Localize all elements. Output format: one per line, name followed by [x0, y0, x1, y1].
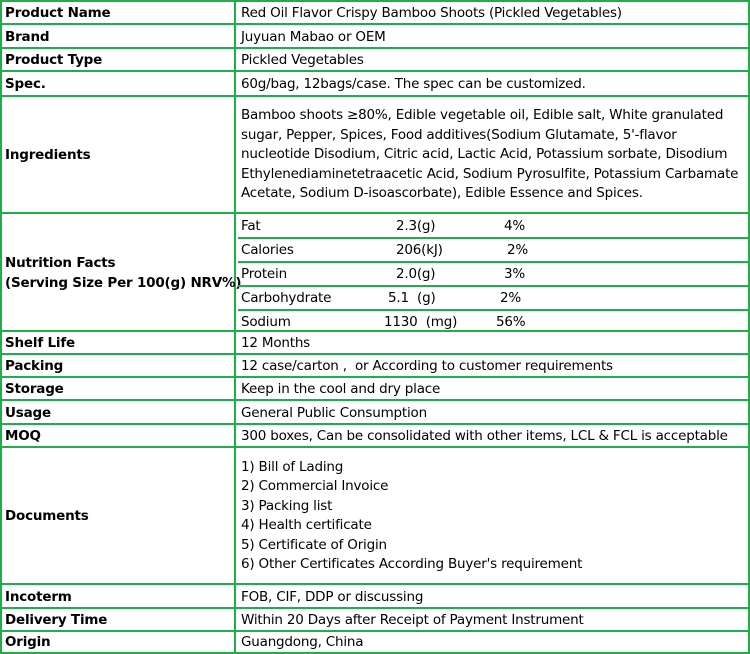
row-value: 60g/bag, 12bags/case. The spec can be customized. [241, 76, 586, 92]
row-spec [0, 70, 750, 96]
ingredients-line: Acetate, Sodium D-isoascorbate), Edible Essence and Spices. [241, 185, 643, 202]
document-item: 1) Bill of Lading [241, 458, 344, 475]
row-label: Usage [2, 401, 236, 424]
document-item: 2) Commercial Invoice [241, 478, 389, 494]
ingredients-line: Ethylenediaminetetraacetic Acid, Sodium Pyrosulfite, Potassium Carbamate [241, 165, 739, 182]
row-documents [0, 446, 750, 584]
row-label: Packing [2, 355, 236, 377]
nutrition-label-subtitle: (Serving Size Per 100(g) NRV%) [5, 274, 242, 291]
nutrient-amount: 2.0(g) [396, 266, 436, 282]
nutrition-row-protein [238, 261, 748, 285]
row-origin [0, 630, 750, 654]
nutrition-row-fat [238, 214, 748, 237]
nutrition-label-title: Nutrition Facts [5, 254, 116, 271]
row-incoterm [0, 583, 750, 608]
nutrient-name: Sodium [241, 314, 291, 330]
row-value: Within 20 Days after Receipt of Payment Instrument [241, 612, 584, 628]
row-value: Red Oil Flavor Crispy Bamboo Shoots (Pickled Vegetables) [241, 5, 622, 21]
row-label: Product Type [2, 49, 236, 71]
row-brand [0, 23, 750, 48]
document-item: 5) Certificate of Origin [241, 536, 387, 553]
nutrition-row-calories [238, 237, 748, 261]
nutrient-nrv: 4% [504, 217, 526, 234]
nutrient-nrv: 3% [504, 266, 526, 282]
row-label: MOQ [2, 425, 236, 447]
nutrient-amount: 1130 (mg) [384, 314, 458, 330]
row-value: FOB, CIF, DDP or discussing [241, 588, 424, 605]
nutrient-nrv: 56% [496, 314, 526, 330]
row-label: Product Name [2, 2, 236, 24]
row-moq [0, 423, 750, 447]
ingredients-text [238, 97, 748, 213]
nutrient-name: Fat [241, 217, 261, 234]
row-label: Spec. [2, 72, 236, 96]
row-product-name [0, 0, 750, 24]
nutrient-amount: 5.1 (g) [388, 290, 436, 306]
nutrient-name: Protein [241, 266, 287, 282]
row-ingredients [0, 95, 750, 213]
documents-list [238, 448, 748, 584]
row-value: Guangdong, China [241, 634, 364, 650]
document-item: 6) Other Certificates According Buyer's requirement [241, 556, 583, 572]
row-value: Juyuan Mabao or OEM [241, 28, 386, 45]
row-label: Shelf Life [2, 332, 236, 354]
ingredients-line: nucleotide Disodium, Citric acid, Lactic Acid, Potassium sorbate, Disodium [241, 146, 728, 163]
document-item: 3) Packing list [241, 497, 333, 514]
row-label: Origin [2, 632, 236, 652]
row-product-type [0, 47, 750, 71]
row-value: 300 boxes, Can be consolidated with other items, LCL & FCL is acceptable [241, 428, 728, 444]
row-label: Ingredients [2, 97, 236, 213]
nutrition-row-carbohydrate [238, 285, 748, 309]
row-storage [0, 376, 750, 400]
row-label: Brand [2, 25, 236, 48]
row-delivery-time [0, 607, 750, 631]
nutrient-amount: 206(kJ) [396, 242, 443, 258]
row-label: Incoterm [2, 585, 236, 608]
row-nutrition-facts [0, 212, 750, 331]
nutrition-label [2, 214, 242, 331]
row-packing [0, 353, 750, 377]
row-shelf-life [0, 330, 750, 354]
nutrient-nrv: 2% [500, 290, 522, 306]
row-value: Pickled Vegetables [241, 52, 364, 68]
document-item: 4) Health certificate [241, 517, 372, 533]
row-label: Documents [2, 448, 236, 584]
nutrient-amount: 2.3(g) [396, 217, 436, 234]
ingredients-line: sugar, Pepper, Spices, Food additives(Sodium Glutamate, 5'-flavor [241, 126, 677, 143]
nutrient-nrv: 2% [507, 242, 529, 258]
row-value: General Public Consumption [241, 404, 427, 421]
nutrient-name: Carbohydrate [241, 290, 332, 306]
row-label: Storage [2, 378, 236, 400]
row-usage [0, 399, 750, 424]
row-value: 12 Months [241, 335, 311, 351]
row-value: Keep in the cool and dry place [241, 381, 441, 397]
ingredients-line: Bamboo shoots ≥80%, Edible vegetable oil, Edible salt, White granulated [241, 107, 724, 124]
row-label: Delivery Time [2, 609, 236, 631]
row-value: 12 case/carton , or According to customer requirements [241, 358, 613, 374]
nutrient-name: Calories [241, 242, 294, 258]
